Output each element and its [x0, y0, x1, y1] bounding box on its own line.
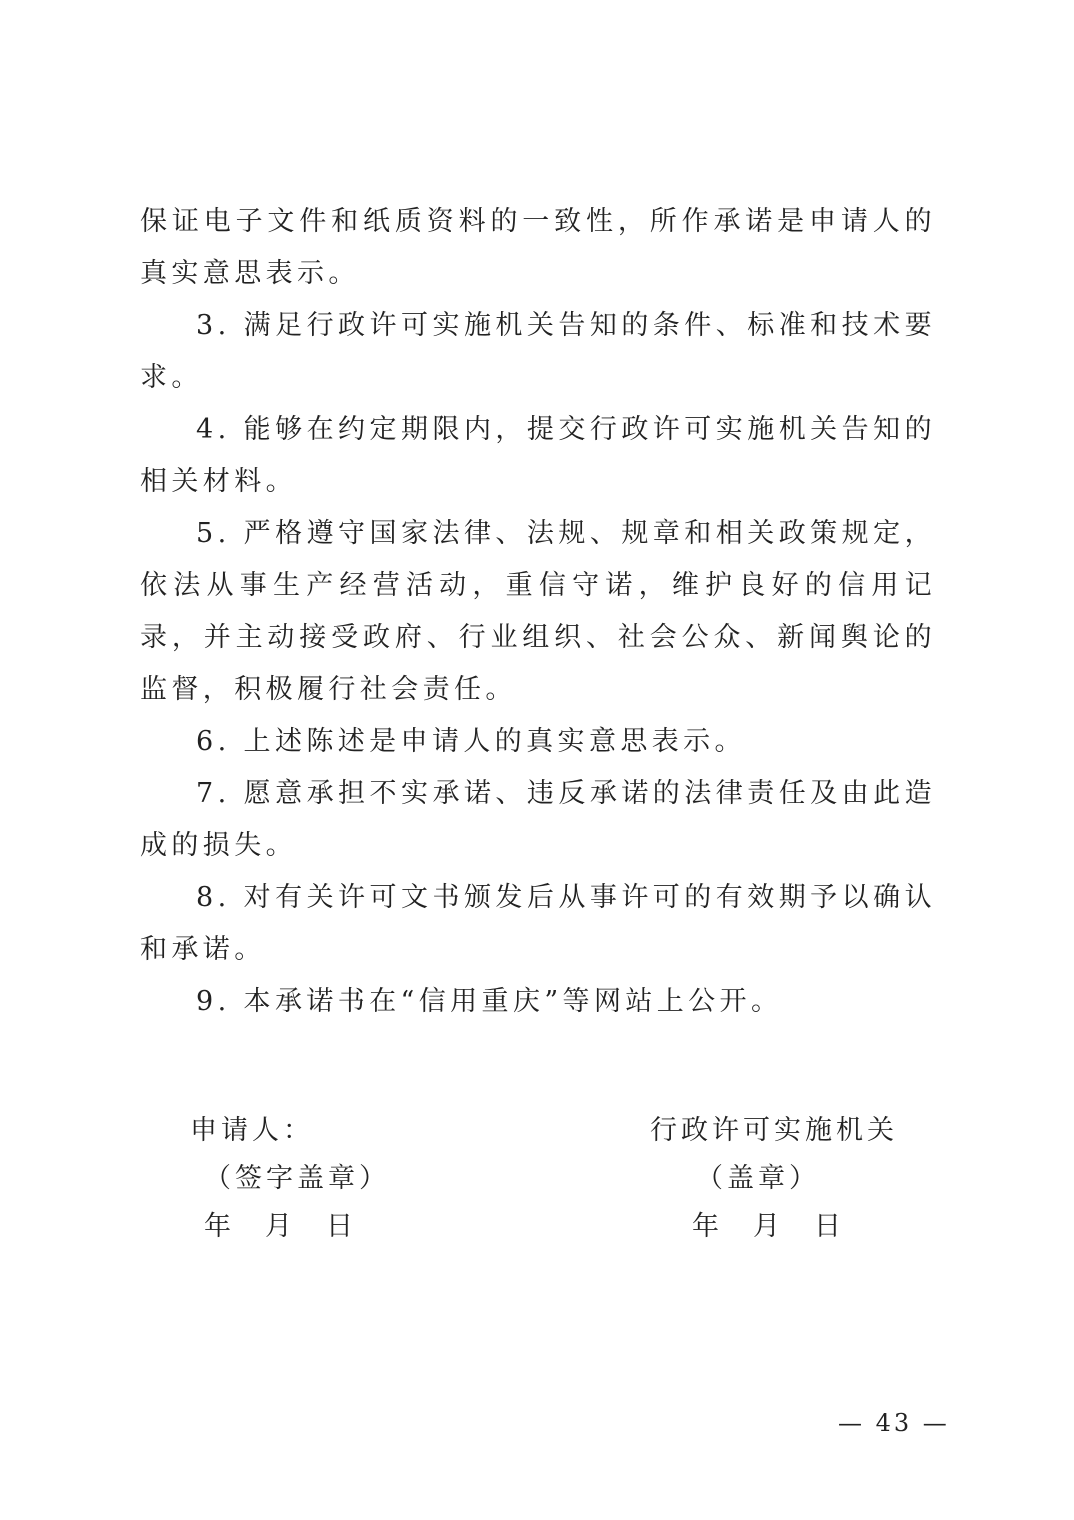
paragraph-item-9: 9. 本承诺书在“信用重庆”等网站上公开。 — [196, 986, 783, 1017]
authority-date-day: 日 — [814, 1211, 845, 1242]
applicant-date-day: 日 — [326, 1211, 357, 1242]
paragraph-item-6: 6. 上述陈述是申请人的真实意思表示。 — [196, 726, 746, 757]
authority-signature-block — [650, 1107, 898, 1251]
paragraph-item-3: 3. 满足行政许可实施机关告知的条件、标准和技术要求。 — [140, 310, 936, 393]
applicant-signature-block — [190, 1107, 390, 1251]
authority-seal-note: （盖章） — [696, 1163, 820, 1194]
paragraph-item-8: 8. 对有关许可文书颁发后从事许可的有效期予以确认和承诺。 — [140, 882, 936, 965]
applicant-date-year: 年 — [204, 1211, 235, 1242]
paragraph-continuation: 保证电子文件和纸质资料的一致性，所作承诺是申请人的真实意思表示。 — [140, 206, 936, 289]
applicant-seal-note: （签字盖章） — [204, 1163, 390, 1194]
page-number: — 43 — — [838, 1409, 950, 1437]
commitment-body — [140, 196, 936, 1028]
applicant-date-month: 月 — [265, 1211, 296, 1242]
paragraph-item-5: 5. 严格遵守国家法律、法规、规章和相关政策规定，依法从事生产经营活动，重信守诺，维护良好的信用记录，并主动接受政府、行业组织、社会公众、新闻舆论的监督，积极履行社会责任。 — [140, 518, 936, 705]
authority-date — [650, 1203, 898, 1251]
authority-date-year: 年 — [692, 1211, 723, 1242]
authority-date-month: 月 — [753, 1211, 784, 1242]
applicant-date — [190, 1203, 390, 1251]
paragraph-item-7: 7. 愿意承担不实承诺、违反承诺的法律责任及由此造成的损失。 — [140, 778, 936, 861]
authority-label: 行政许可实施机关 — [650, 1115, 898, 1146]
paragraph-item-4: 4. 能够在约定期限内，提交行政许可实施机关告知的相关材料。 — [140, 414, 936, 497]
applicant-label: 申请人： — [190, 1115, 314, 1146]
